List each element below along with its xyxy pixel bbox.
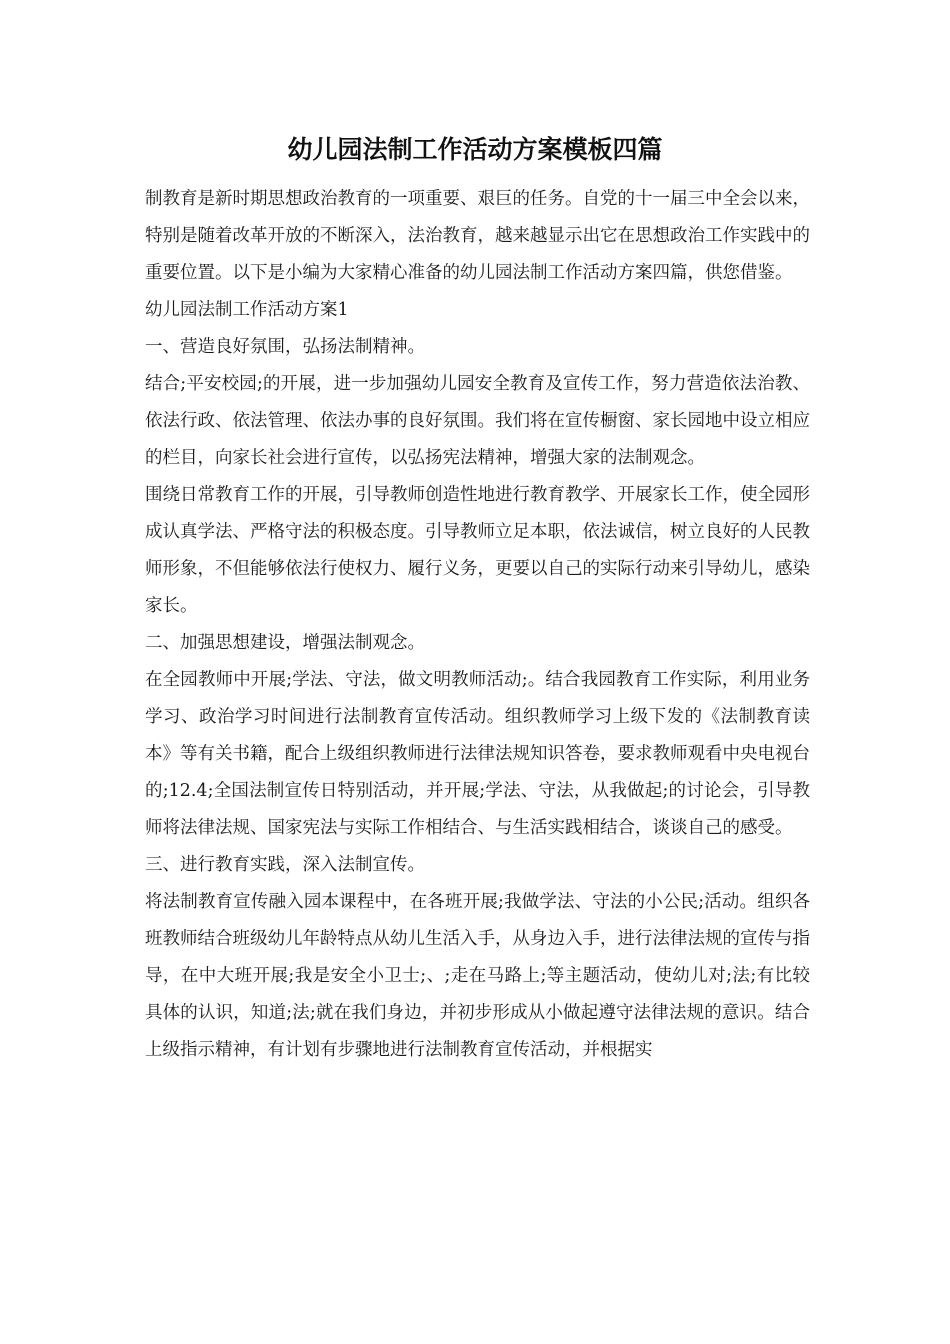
body-paragraph: 结合;平安校园;的开展，进一步加强幼儿园安全教育及宣传工作，努力营造依法治教、依法行政、依法管理、依法办事的良好氛围。我们将在宣传橱窗、家长园地中设立相应的栏目，向家长社会进行宣传，以弘扬宪法精神，增强大家的法制观念。	[145, 374, 810, 468]
section-heading-plan-1: 幼儿园法制工作活动方案1	[145, 300, 349, 320]
body-paragraph: 在全园教师中开展;学法、守法，做文明教师活动;。结合我园教育工作实际，利用业务学习、政治学习时间进行法制教育宣传活动。组织教师学习上级下发的《法制教育读本》等有关书籍，配合上级组织教师进行法律法规知识答卷，要求教师观看中央电视台的;12.4;全国法制宣传日特别活动，并开展;学法、守法，从我做起;的讨论会，引导教师将法律法规、国家宪法与实际工作相结合、与生活实践相结合，谈谈自己的感受。	[145, 670, 810, 838]
body-paragraph: 围绕日常教育工作的开展，引导教师创造性地进行教育教学、开展家长工作，使全园形成认真学法、严格守法的积极态度。引导教师立足本职，依法诚信，树立良好的人民教师形象，不但能够依法行使权力、履行义务，更要以自己的实际行动来引导幼儿，感染家长。	[145, 485, 810, 616]
subheading-practice: 三、进行教育实践，深入法制宣传。	[145, 855, 425, 875]
document-body	[145, 181, 810, 1069]
subheading-atmosphere: 一、营造良好氛围，弘扬法制精神。	[145, 337, 425, 357]
document-title: 幼儿园法制工作活动方案模板四篇	[287, 135, 663, 164]
body-paragraph: 导，在中大班开展;我是安全小卫士;、;走在马路上;等主题活动，使幼儿对;法;有比较具体的认识，知道;法;就在我们身边，并初步形成从小做起遵守法律法规的意识。结合上级指示精神，有计划有步骤地进行法制教育宣传活动，并根据实	[145, 966, 810, 1060]
body-paragraph: 将法制教育宣传融入园本课程中，在各班开展;我做学法、守法的小公民;活动。组织各班教师结合班级幼儿年龄特点从幼儿生活入手，从身边入手，进行法律法规的宣传与指	[145, 892, 810, 949]
subheading-ideology: 二、加强思想建设，增强法制观念。	[145, 633, 425, 653]
intro-paragraph: 制教育是新时期思想政治教育的一项重要、艰巨的任务。自党的十一届三中全会以来，特别是随着改革开放的不断深入，法治教育，越来越显示出它在思想政治工作实践中的重要位置。以下是小编为大家精心准备的幼儿园法制工作活动方案四篇，供您借鉴。	[145, 189, 810, 283]
